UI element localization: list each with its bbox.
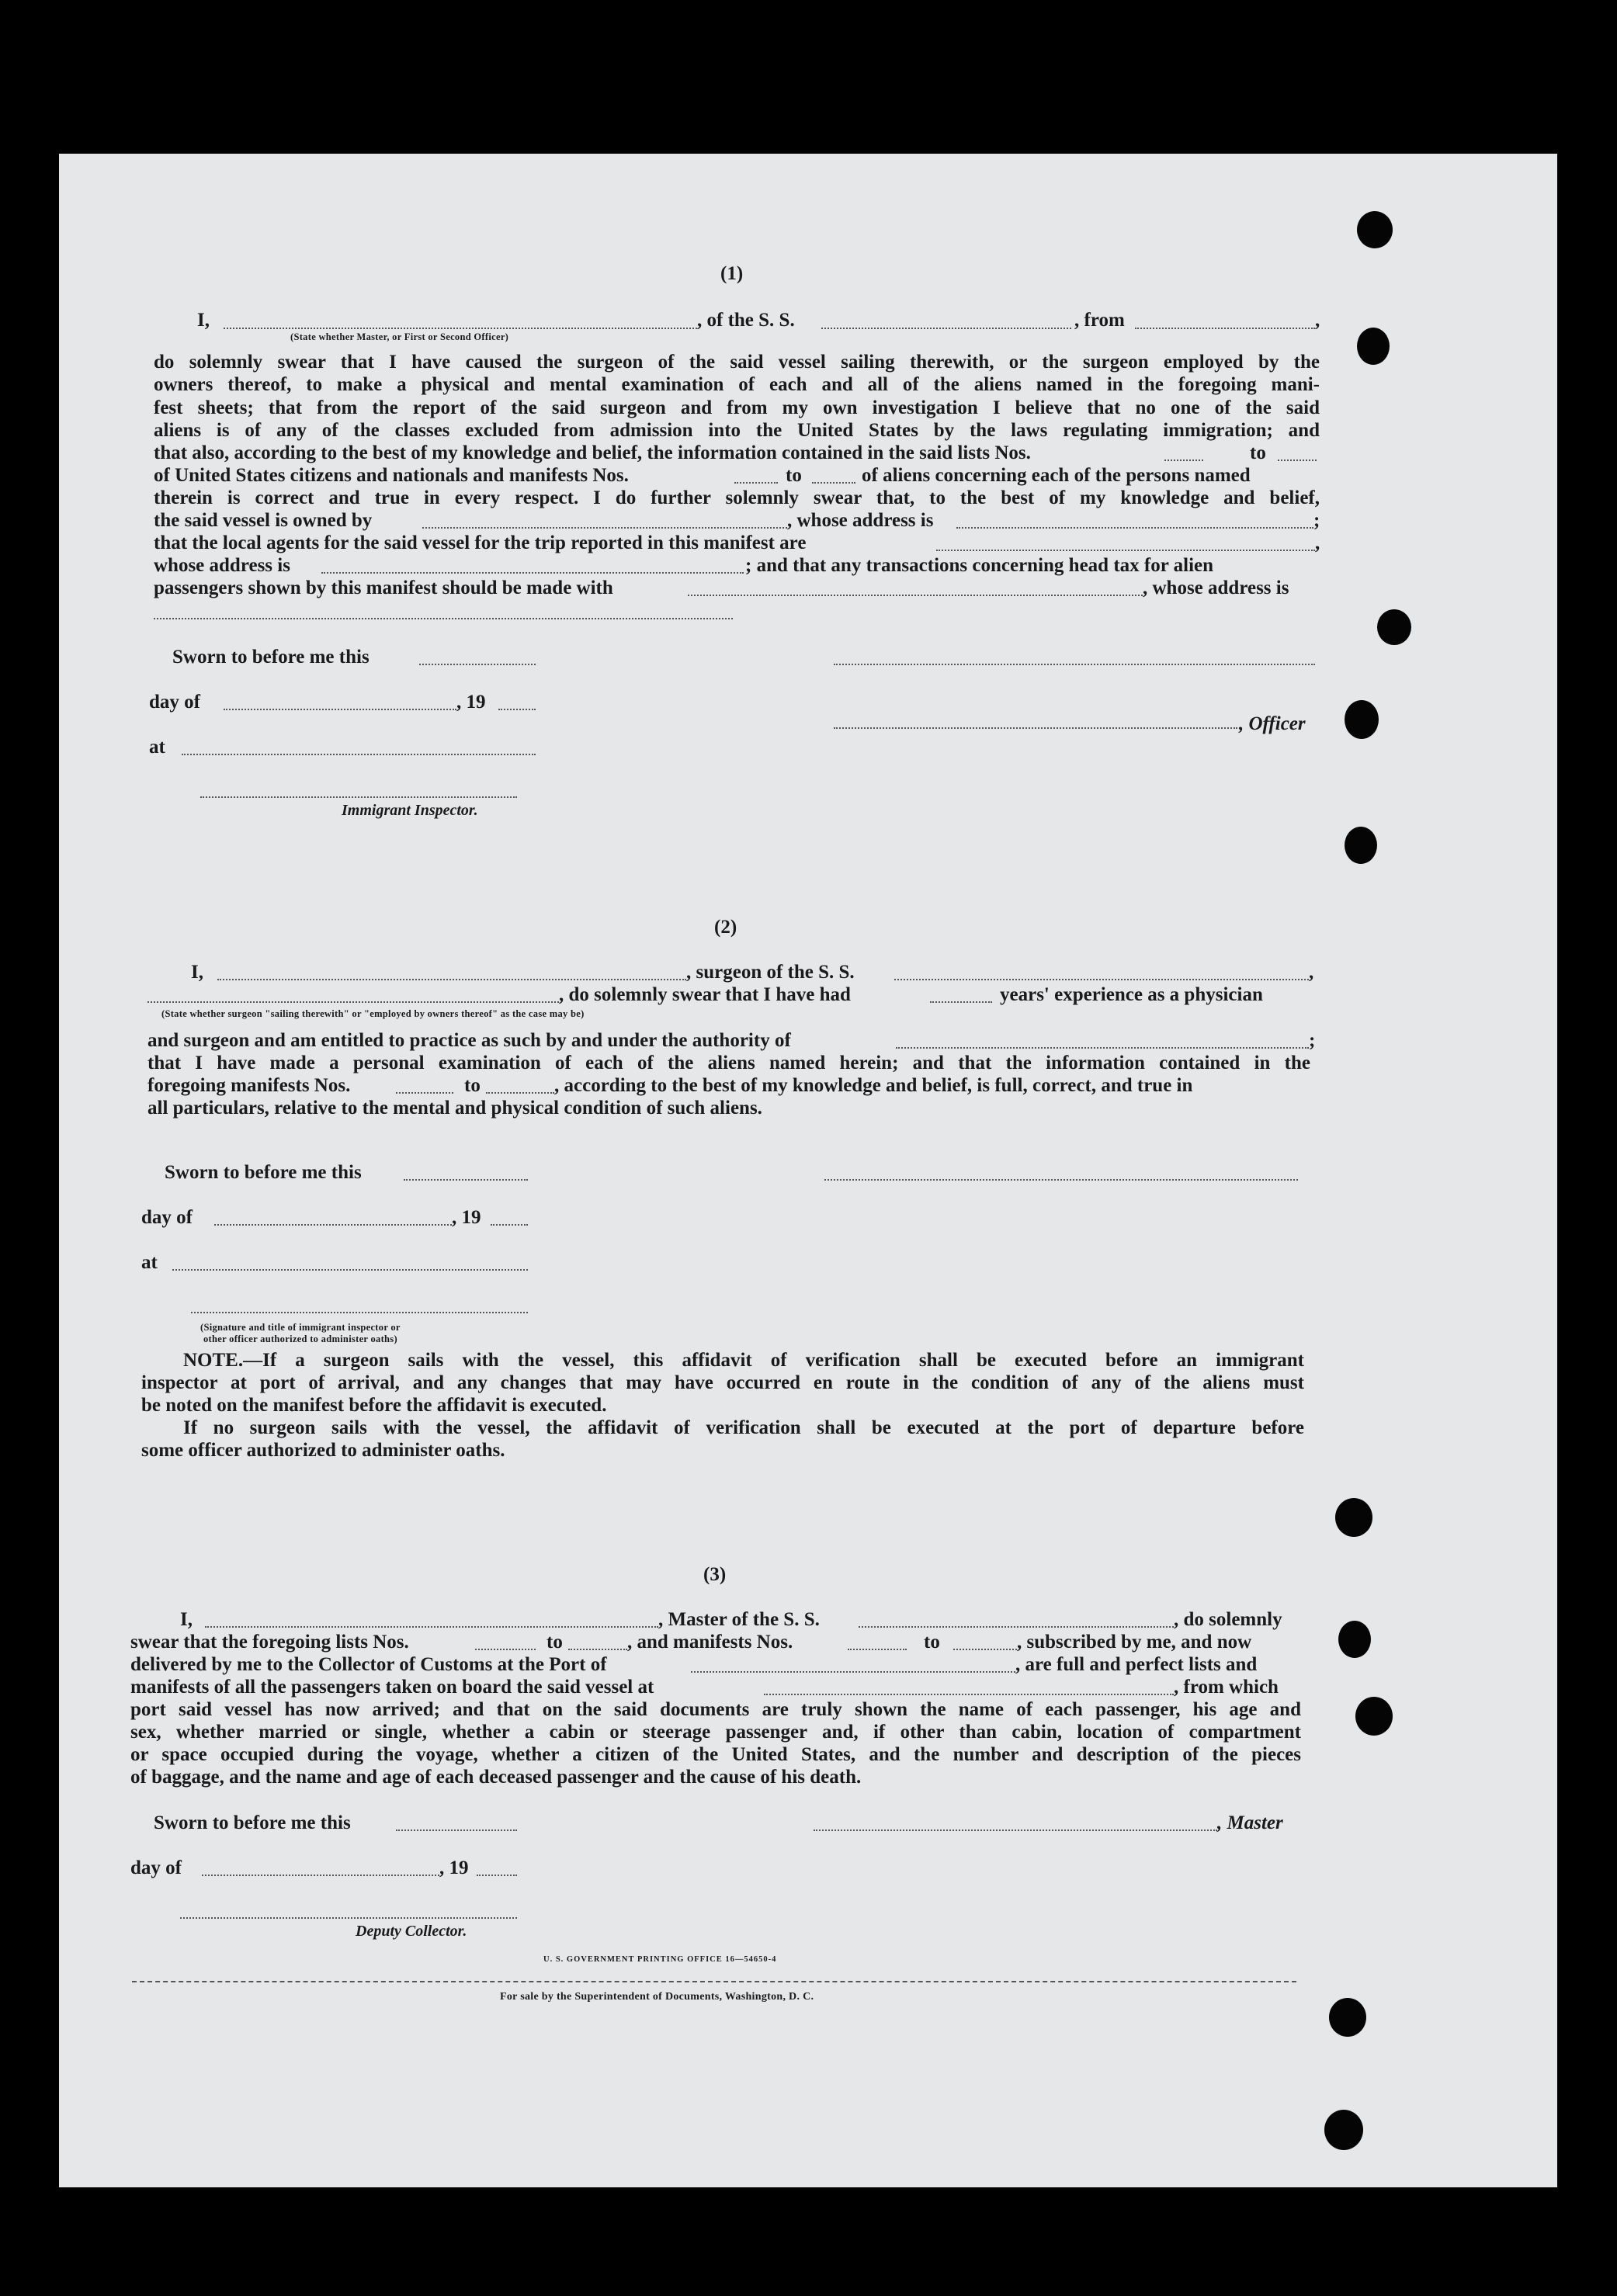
s1-line-9: that the local agents for the said vessel for the trip reported in this manifest are xyxy=(154,532,807,553)
s1-headtax-field[interactable] xyxy=(688,595,1143,596)
s1-sworn-field[interactable] xyxy=(419,664,536,665)
s3-collector-sign-field[interactable] xyxy=(180,1917,517,1919)
s1-at-field[interactable] xyxy=(182,754,536,755)
s3-sworn: Sworn to before me this xyxy=(154,1812,351,1833)
s3-line-2a: swear that the foregoing lists Nos. xyxy=(130,1632,409,1653)
s1-nineteen: , 19 xyxy=(456,692,486,713)
s1-ship-name-field[interactable] xyxy=(821,328,1071,329)
s2-note-line-3: be noted on the manifest before the affidavit is executed. xyxy=(141,1395,607,1416)
s2-day-field[interactable] xyxy=(214,1224,452,1226)
s2-note-line-5: some officer authorized to administer oaths. xyxy=(141,1440,505,1461)
s2-note-text-1: —If a surgeon sails with the vessel, this affidavit of verification shall be executed before an immigrant xyxy=(243,1350,1304,1371)
s1-officer-sign-field[interactable] xyxy=(834,727,1237,729)
s1-year-field[interactable] xyxy=(498,709,536,710)
section-1-number: (1) xyxy=(720,263,744,284)
s2-comma: , xyxy=(1309,962,1314,983)
s1-line-4: aliens is of any of the classes excluded from admission into the United States by the laws regulating immigration; and xyxy=(154,420,1320,441)
s2-note-line-1 xyxy=(183,1349,1304,1372)
s1-line-5b: to xyxy=(1250,442,1266,463)
s1-manifests-from-field[interactable] xyxy=(734,482,778,484)
footer-sale-notice: For sale by the Superintendent of Documents, Washington, D. C. xyxy=(500,1991,814,2003)
s2-at: at xyxy=(141,1252,158,1273)
s3-deputy-label: Deputy Collector. xyxy=(356,1923,467,1940)
s1-of-ss: , of the S. S. xyxy=(697,310,795,331)
s1-day-field[interactable] xyxy=(224,709,456,710)
s2-note-label: NOTE. xyxy=(183,1350,244,1371)
s3-master-label: , Master xyxy=(1217,1812,1283,1833)
punch-hole-7 xyxy=(1338,1621,1371,1658)
punch-hole-5 xyxy=(1345,827,1377,864)
s1-at: at xyxy=(149,737,165,758)
s1-line-7: therein is correct and true in every respect. I do further solemnly swear that, to the best of my knowledge and belief, xyxy=(154,487,1320,508)
s2-at-field[interactable] xyxy=(172,1269,528,1271)
s3-lists-to-field[interactable] xyxy=(568,1649,627,1650)
s3-ship-field[interactable] xyxy=(859,1626,1174,1628)
s1-agents-field[interactable] xyxy=(936,550,1315,551)
s2-manifests-from-field[interactable] xyxy=(396,1092,453,1094)
s1-from-comma: , xyxy=(1315,310,1320,331)
s1-line-11a: passengers shown by this manifest should be made with xyxy=(154,577,613,598)
punch-hole-2 xyxy=(1357,328,1390,365)
s3-year-field[interactable] xyxy=(477,1875,517,1876)
punch-hole-3 xyxy=(1377,609,1411,645)
s1-line-11b: , whose address is xyxy=(1143,577,1289,598)
s2-line-3: and surgeon and am entitled to practice as such by and under the authority of xyxy=(147,1030,791,1051)
s3-master-name-field[interactable] xyxy=(205,1626,658,1628)
punch-hole-10 xyxy=(1324,2110,1363,2150)
s2-line-3c: ; xyxy=(1309,1030,1316,1051)
s1-day-of: day of xyxy=(149,692,200,713)
s3-line-2c: , and manifests Nos. xyxy=(627,1632,793,1653)
s3-sworn-field[interactable] xyxy=(396,1830,517,1831)
s1-i: I, xyxy=(197,310,210,331)
punch-hole-8 xyxy=(1355,1697,1393,1736)
s1-line-6c: of aliens concerning each of the persons named xyxy=(862,465,1251,486)
s2-official-sign-field[interactable] xyxy=(191,1312,528,1313)
s1-line-9c: , xyxy=(1315,532,1320,553)
s3-day-field[interactable] xyxy=(202,1875,439,1876)
s1-line-10b: ; and that any transactions concerning head tax for alien xyxy=(745,555,1214,576)
s3-master-sign-field[interactable] xyxy=(814,1830,1217,1831)
s2-sig-line-1: (Signature and title of immigrant inspector or xyxy=(200,1322,401,1333)
s2-years: years' experience as a physician xyxy=(1000,984,1263,1005)
s2-line-5c: , according to the best of my knowledge and belief, is full, correct, and true in xyxy=(554,1075,1193,1096)
s3-line-8: of baggage, and the name and age of each deceased passenger and the cause of his death. xyxy=(130,1767,862,1788)
s2-note-line-2: inspector at port of arrival, and any changes that may have occurred en route in the condition of any of the aliens must xyxy=(141,1372,1304,1393)
footer-rule xyxy=(132,1981,1296,1982)
s1-from-field[interactable] xyxy=(1135,328,1315,329)
s3-i: I, xyxy=(180,1609,193,1630)
s1-manifests-to-field[interactable] xyxy=(812,482,855,484)
punch-hole-1 xyxy=(1357,211,1393,248)
s1-line-6b: to xyxy=(786,465,802,486)
s2-note-line-4: If no surgeon sails with the vessel, the affidavit of verification shall be executed at the port of departure before xyxy=(183,1417,1304,1438)
s3-nineteen: , 19 xyxy=(439,1857,469,1878)
s1-line-6a: of United States citizens and nationals and manifests Nos. xyxy=(154,465,629,486)
s1-line-2: owners thereof, to make a physical and mental examination of each and all of the aliens named in the foregoing mani- xyxy=(154,374,1320,395)
s3-line-7: or space occupied during the voyage, whether a citizen of the United States, and the number and description of the pieces xyxy=(130,1744,1301,1765)
s2-day-of: day of xyxy=(141,1207,193,1228)
s1-line-1: do solemnly swear that I have caused the surgeon of the said vessel sailing therewith, or the surgeon employed by the xyxy=(154,352,1320,373)
s1-officer-label: , Officer xyxy=(1239,713,1306,734)
s3-line-3a: delivered by me to the Collector of Customs at the Port of xyxy=(130,1654,607,1675)
s1-headtax-address-field[interactable] xyxy=(154,618,733,619)
s2-year-field[interactable] xyxy=(491,1224,528,1226)
s2-years-field[interactable] xyxy=(930,1001,992,1003)
s2-manifests-to-field[interactable] xyxy=(486,1092,554,1094)
s1-line-8c: ; xyxy=(1313,510,1320,531)
s2-surgeon-name-field[interactable] xyxy=(217,979,686,980)
s2-i: I, xyxy=(191,962,203,983)
section-2-number: (2) xyxy=(714,917,737,938)
punch-hole-6 xyxy=(1335,1498,1372,1537)
s2-hint: (State whether surgeon "sailing therewith" or "employed by owners thereof" as the case may be) xyxy=(161,1008,585,1019)
s3-manifests-from-field[interactable] xyxy=(848,1649,907,1650)
s3-day-of: day of xyxy=(130,1857,182,1878)
s1-line-8a: the said vessel is owned by xyxy=(154,510,373,531)
s2-nineteen: , 19 xyxy=(452,1207,481,1228)
s3-master-of: , Master of the S. S. xyxy=(658,1609,820,1630)
gpo-imprint: U. S. GOVERNMENT PRINTING OFFICE 16—54650-4 xyxy=(543,1955,777,1964)
s3-line-5: port said vessel has now arrived; and that on the said documents are truly shown the name of each passenger, his age and xyxy=(130,1699,1301,1720)
s3-port-field[interactable] xyxy=(691,1671,1015,1673)
s1-signature-field[interactable] xyxy=(834,664,1315,665)
s3-line-3b: , are full and perfect lists and xyxy=(1015,1654,1258,1675)
s3-line-6: sex, whether married or single, whether a cabin or steerage passenger and, if other than cabin, location of compartment xyxy=(130,1722,1301,1743)
s3-boarded-at-field[interactable] xyxy=(764,1694,1174,1695)
s1-line-8b: , whose address is xyxy=(787,510,934,531)
s2-surgeon-of: , surgeon of the S. S. xyxy=(686,962,855,983)
s1-inspector-sign-field[interactable] xyxy=(200,796,517,798)
s3-line-4a: manifests of all the passengers taken on board the said vessel at xyxy=(130,1677,654,1698)
s3-line-2e: , subscribed by me, and now xyxy=(1017,1632,1252,1653)
s2-line-5b: to xyxy=(464,1075,481,1096)
section-3-number: (3) xyxy=(703,1564,727,1585)
s1-from: , from xyxy=(1074,310,1125,331)
s3-manifests-to-field[interactable] xyxy=(953,1649,1017,1650)
s2-ship-field[interactable] xyxy=(894,979,1309,980)
punch-hole-9 xyxy=(1329,1998,1366,2037)
s2-authority-field[interactable] xyxy=(896,1047,1309,1049)
s2-sworn-field[interactable] xyxy=(404,1179,528,1181)
punch-hole-4 xyxy=(1345,700,1379,739)
s3-lists-from-field[interactable] xyxy=(475,1649,536,1650)
s3-line-2d: to xyxy=(924,1632,940,1653)
s1-lists-from-field[interactable] xyxy=(1164,460,1203,461)
s3-line-2b: to xyxy=(547,1632,563,1653)
s2-sworn: Sworn to before me this xyxy=(165,1162,362,1183)
s1-agents-address-field[interactable] xyxy=(321,572,744,574)
s1-inspector-label: Immigrant Inspector. xyxy=(342,802,478,819)
s3-line-4b: , from which xyxy=(1174,1677,1279,1698)
s1-lists-to-field[interactable] xyxy=(1278,460,1317,461)
s1-line-3: fest sheets; that from the report of the said surgeon and from my own investigation I believe that no one of the said xyxy=(154,397,1320,418)
s2-line-4: that I have made a personal examination of each of the aliens named herein; and that the information contained in the xyxy=(147,1053,1310,1073)
s1-owner-address-field[interactable] xyxy=(956,527,1313,529)
s2-line-6: all particulars, relative to the mental and physical condition of such aliens. xyxy=(147,1098,762,1119)
s1-line-10a: whose address is xyxy=(154,555,290,576)
s3-solemnly: , do solemnly xyxy=(1174,1609,1282,1630)
s2-line-5a: foregoing manifests Nos. xyxy=(147,1075,351,1096)
s1-officer-hint: (State whether Master, or First or Second Officer) xyxy=(290,331,509,342)
s2-sig-line-2: other officer authorized to administer oaths) xyxy=(203,1334,397,1344)
s1-owner-field[interactable] xyxy=(422,527,787,529)
s2-signature-field[interactable] xyxy=(824,1179,1298,1181)
s1-line-5a: that also, according to the best of my knowledge and belief, the information contained in the said lists Nos. xyxy=(154,442,1031,463)
s2-swear: , do solemnly swear that I have had xyxy=(559,984,851,1005)
s1-sworn: Sworn to before me this xyxy=(172,647,370,668)
